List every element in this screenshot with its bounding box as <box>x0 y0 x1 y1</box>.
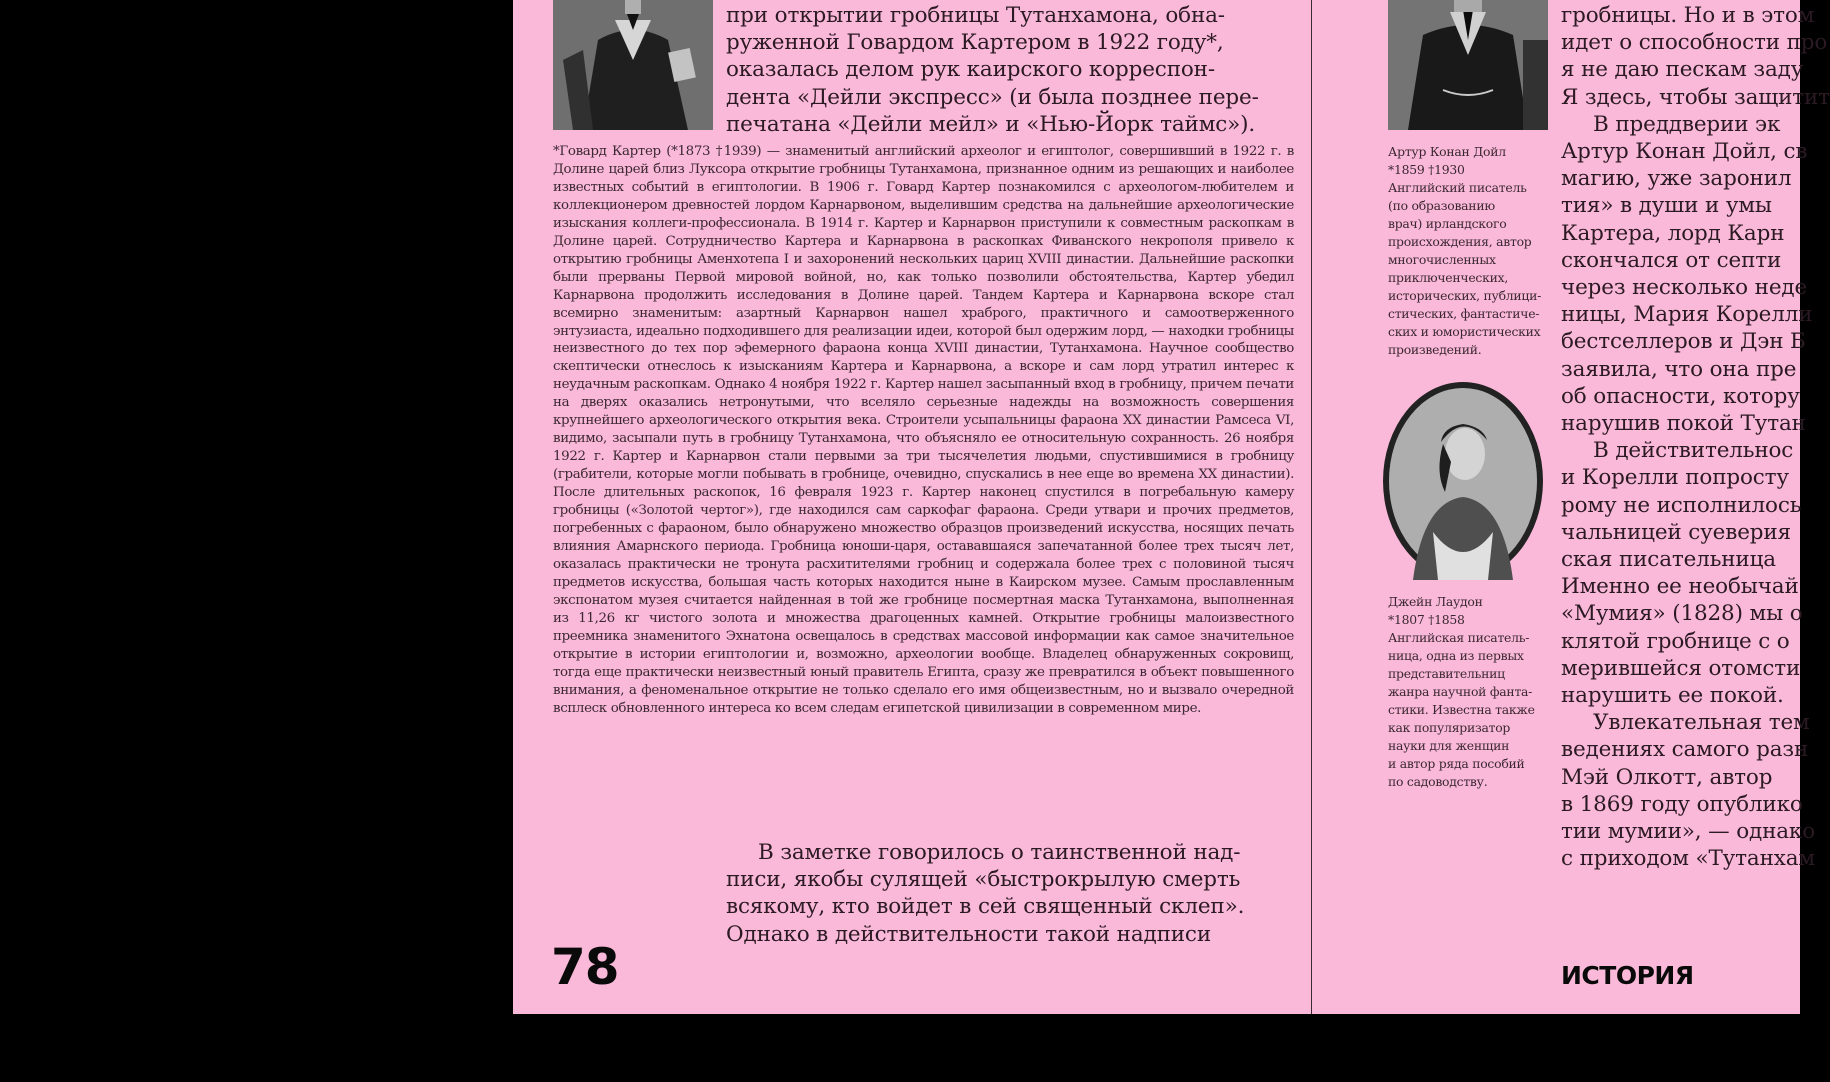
text-line: нарушив покой Тутан <box>1561 411 1806 437</box>
text-line: Именно ее необычай <box>1561 574 1799 600</box>
text-line: бестселлеров и Дэн Б <box>1561 329 1806 355</box>
text-line: заявила, что она пре <box>1561 356 1797 382</box>
text-line: тии мумии», — однако <box>1561 819 1816 845</box>
caption-line: Английский писатель <box>1388 180 1527 195</box>
doyle-portrait-photo <box>1388 0 1548 130</box>
caption-line: (по образованию <box>1388 198 1495 213</box>
text-line: Однако в действительности такой надписи <box>726 921 1212 947</box>
footnote-text: *Говард Картер (*1873 †1939) — знаменитый английский археолог и египтолог, совершивший в 1922 г. в Долине царей близ Луксора открытие гробницы Тутанхамона, признанное одним из решающих и наиболее известных событий в египтологии. В 1906 г. Говард Картер познакомился с археологом-любителем и коллекционером древностей лордом Карнарвоном, выделившим средства на дальнейшие археологические изыскания коллеги-профессионала. В 1914 г. Картер и Карнарвон приступили к совместным раскопкам в Долине царей. Сотрудничество Картера и Карнарвона в раскопках Фиванского некрополя привело к открытию гробницы Аменхотепа I и захоронений нескольких цариц XVIII династии. Дальнейшие раскопки были прерваны Первой мировой войной, но, как только позволили обстоятельства, Картер убедил Карнарвона продолжить исследования в Долине царей. Тандем Картера и Карнарвона вскоре стал всемирно знаменитым: азартный Карнарвон нашел храброго, практичного и самоотверженного энтузиаста, идеально подходившего для реализации идеи, которой был одержим лорд, — находки гробницы неизвестного до тех пор эфемерного фараона конца XVIII династии, Тутанхамона. Научное сообщество скептически отнеслось к изысканиям Картера и Карнарвона, а вскоре и сам лорд утратил интерес к неудачным раскопкам. Однако 4 ноября 1922 г. Картер нашел засыпанный вход в гробницу, причем печати на дверях оказались нетронутыми, что вселяло серьезные надежды на возможность совершения крупнейшего археологического открытия века. Строители усыпальницы фараона XX династии Рамсеса VI, видимо, засыпали путь в гробницу Тутанхамона, что объясняло ее относительную сохранность. 26 ноября 1922 г. Картер и Карнарвон стали первыми за три тысячелетия людьми, спустившимися в гробницу (грабители, которые могли побывать в гробнице, очевидно, спускались в нее еще во времена XX династии). После длительных раскопок, 16 февраля 1923 г. Картер наконец спустился в погребальную камеру гробницы («Золотой чертог»), где находился сам саркофаг фараона. Среди утвари и прочих предметов, погребенных с фараоном, было обнаружено множество образцов произведений искусства, носящих печать влияния Амарнского периода. Гробница юноши-царя, остававшаяся запечатанной более трех тысяч лет, оказалась практически не тронута расхитителями гробниц и содержала более трех с половиной тысяч предметов искусства, большая часть которых находится ныне в Каирском музее. Самым прославленным экспонатом музея считается найденная в той же гробнице посмертная маска Тутанхамона, выполненная из 11,26 кг чистого золота и множества драгоценных камней. Открытие гробницы малоизвестного преемника знаменитого Эхнатона освещалось в средствах массовой информации как самое значительное открытие в истории египтологии и, возможно, археологии вообще. Владелец обнаруженных сокровищ, тогда еще практически неизвестный юный правитель Египта, сразу же превратился в объект повышенного внимания, а феноменальное открытие не только сделало его имя общеизвестным, но и вызвало очередной всплеск обновленного интереса ко всем следам египетской цивилизации в современном мире. <box>553 144 1294 716</box>
text-line: оказалась делом рук каирского корреспон- <box>726 57 1215 83</box>
text-line: тия» в души и умы <box>1561 193 1772 219</box>
caption-line: приключенческих, <box>1388 270 1509 285</box>
text-line: печатана «Дейли мейл» и «Нью-Йорк таймс»). <box>726 111 1256 137</box>
text-line: Увлекательная тем <box>1593 710 1810 736</box>
caption-line: стики. Известна также <box>1388 702 1535 717</box>
book-spread <box>513 0 1830 1014</box>
caption-line: по садоводству. <box>1388 774 1488 789</box>
text-line: я не даю пескам заду <box>1561 57 1804 83</box>
text-line: магию, уже заронил <box>1561 166 1792 192</box>
text-line: клятой гробнице с о <box>1561 628 1790 654</box>
caption-line: произведений. <box>1388 342 1482 357</box>
text-line: всякому, кто войдет в сей священный склеп». <box>726 894 1245 920</box>
intro-paragraph <box>726 2 1294 138</box>
caption-line: как популяризатор <box>1388 720 1511 735</box>
loudon-caption <box>1388 593 1533 791</box>
text-line: об опасности, котору <box>1561 383 1800 409</box>
section-label: ИСТОРИЯ <box>1561 961 1694 990</box>
text-line: идет о способности про <box>1561 30 1828 56</box>
text-line: ницы, Мария Корелли <box>1561 302 1813 328</box>
page-fold-divider <box>1311 0 1312 1014</box>
caption-line: ских и юмористических <box>1388 324 1541 339</box>
text-line: В преддверии эк <box>1593 111 1781 137</box>
text-line: Картера, лорд Карн <box>1561 220 1785 246</box>
text-line: и Корелли попросту <box>1561 465 1789 491</box>
text-line: при открытии гробницы Тутанхамона, обна- <box>726 3 1225 28</box>
text-line: В заметке говорилось о таинственной над- <box>758 840 1241 865</box>
caption-line: Артур Конан Дойл <box>1388 144 1506 159</box>
caption-line: исторических, публици- <box>1388 288 1542 303</box>
page-number: 78 <box>551 938 619 996</box>
text-line: Я здесь, чтобы защитит <box>1561 84 1830 110</box>
right-column-text <box>1561 2 1830 873</box>
text-line: через несколько неде <box>1561 275 1808 301</box>
caption-line: стических, фантастиче- <box>1388 306 1540 321</box>
caption-line: врач) ирландского <box>1388 216 1507 231</box>
caption-line: ница, одна из первых <box>1388 648 1524 663</box>
text-line: ская писательница <box>1561 547 1776 573</box>
text-line: нарушить ее покой. <box>1561 683 1784 709</box>
text-line: «Мумия» (1828) мы о <box>1561 601 1803 627</box>
closing-paragraph <box>726 839 1294 948</box>
caption-line: представительниц <box>1388 666 1505 681</box>
text-line: руженной Говардом Картером в 1922 году*, <box>726 30 1224 56</box>
text-line: писи, якобы сулящей «быстрокрылую смерть <box>726 867 1241 893</box>
caption-line: происхождения, автор <box>1388 234 1532 249</box>
text-line: мерившейся отомсти <box>1561 655 1801 681</box>
loudon-oval-portrait <box>1383 382 1543 580</box>
caption-line: науки для женщин <box>1388 738 1510 753</box>
caption-line: жанра научной фанта- <box>1388 684 1533 699</box>
text-line: в 1869 году опублико <box>1561 791 1803 817</box>
text-line: гробницы. Но и в этом <box>1561 3 1815 28</box>
text-line: В действительнос <box>1593 438 1794 464</box>
caption-line: многочисленных <box>1388 252 1496 267</box>
text-line: с приходом «Тутанхам <box>1561 846 1815 872</box>
doyle-caption <box>1388 143 1542 359</box>
text-line: рому не исполнилось <box>1561 492 1802 518</box>
caption-line: и автор ряда пособий <box>1388 756 1525 771</box>
caption-line: Джейн Лаудон <box>1388 594 1483 609</box>
carter-portrait-photo <box>553 0 713 130</box>
caption-line: Английская писатель- <box>1388 630 1530 645</box>
text-line: Артур Конан Дойл, св <box>1561 139 1808 165</box>
carter-footnote <box>553 143 1294 828</box>
text-line: чальницей суеверия <box>1561 519 1791 545</box>
text-line: скончался от септи <box>1561 247 1782 273</box>
text-line: ведениях самого разн <box>1561 737 1809 763</box>
text-line: дента «Дейли экспресс» (и была позднее пере- <box>726 84 1259 110</box>
caption-line: *1859 †1930 <box>1388 162 1465 177</box>
caption-line: *1807 †1858 <box>1388 612 1465 627</box>
text-line: Мэй Олкотт, автор <box>1561 764 1773 790</box>
